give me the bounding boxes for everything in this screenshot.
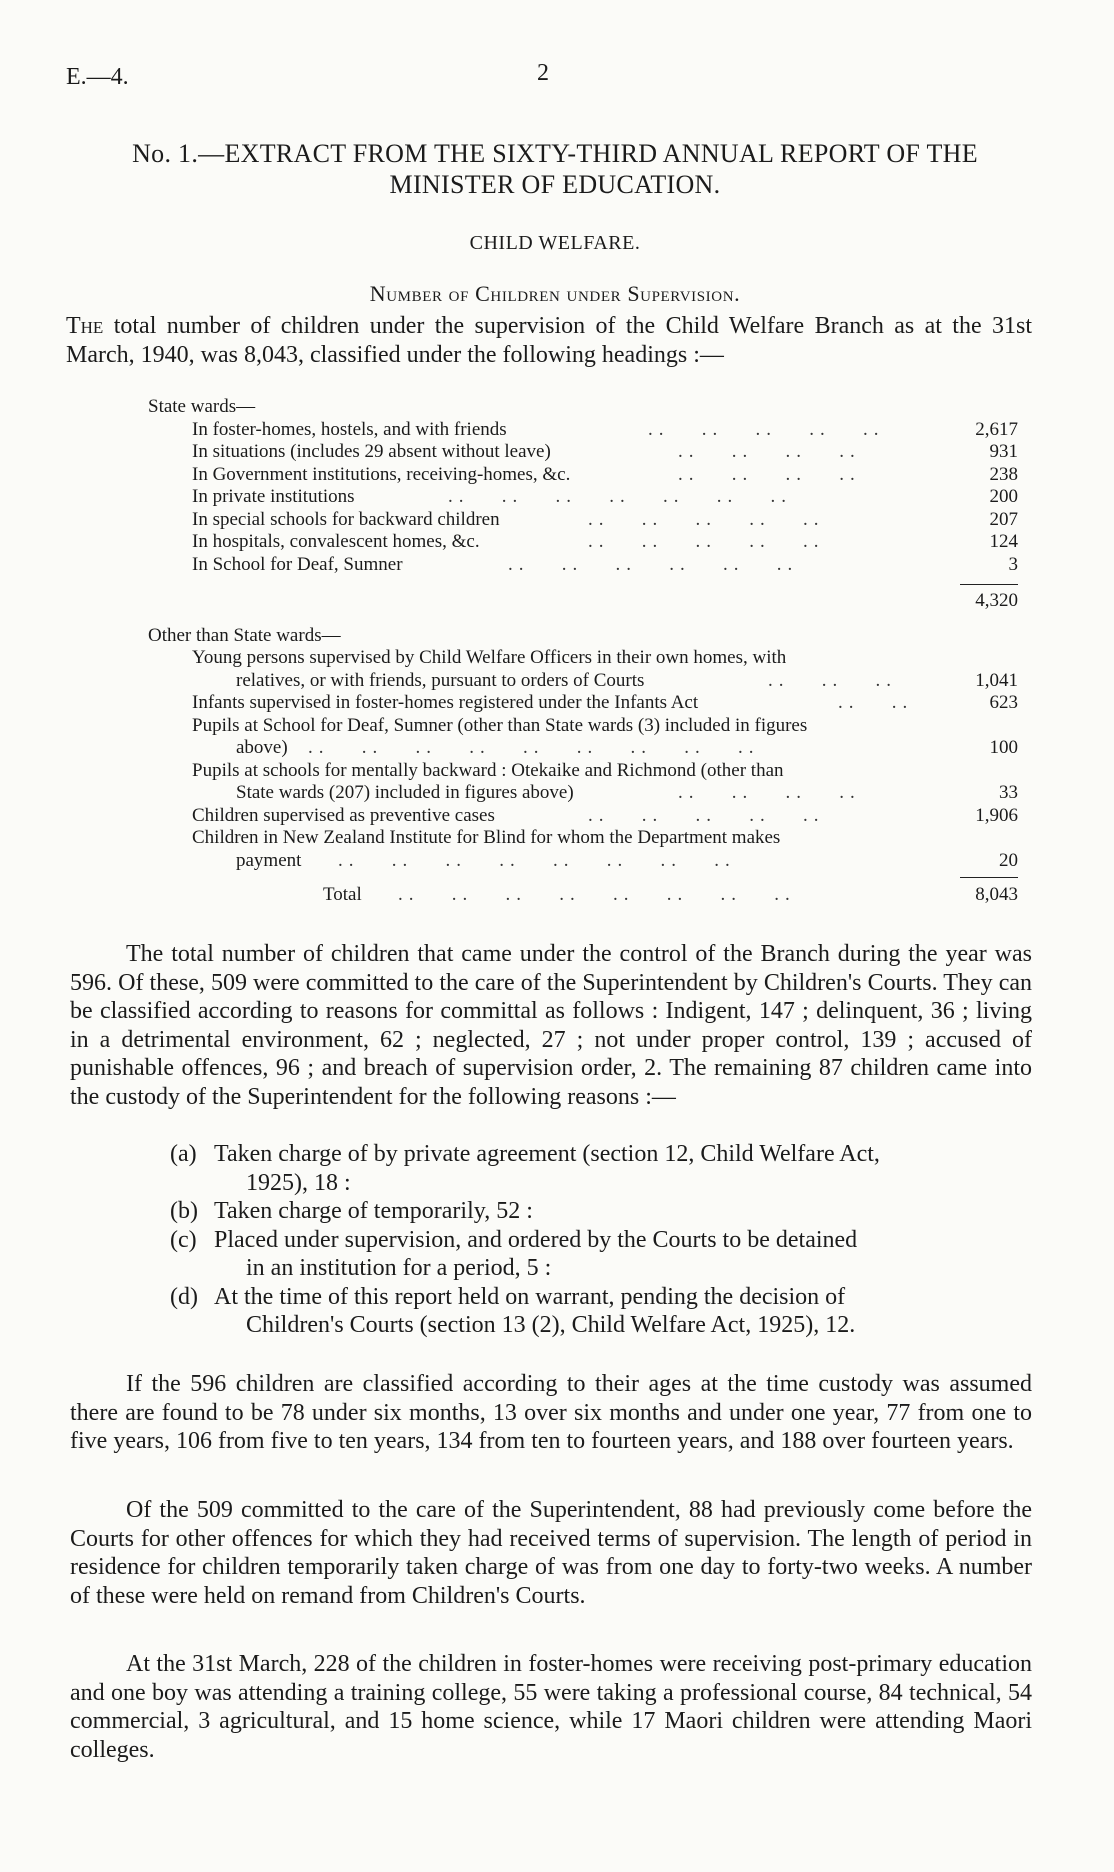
subtotal-row xyxy=(148,590,1028,613)
leader-dots: .. .. .. .. .. xyxy=(588,508,825,530)
row-label: Infants supervised in foster-homes registered under the Infants Act xyxy=(192,692,699,713)
leader-dots: .. .. .. .. .. xyxy=(588,531,825,552)
committal-paragraph: The total number of children that came under the control of the Branch during the year was 596. Of these, 509 were committed to the care of the Superintendent by Children's Courts. They can be classified according to reasons for committal as follows : Indigent, 147 ; delinquent, 36 ; living in a detrimental environment, 62 ; neglected, 27 ; not under proper control, 139 ; accused of punishable offences, 96 ; and breach of supervision order, 2. The remaining 87 children came into the custody of the Superintendent for the following reasons :— xyxy=(70,941,1032,1110)
state-wards-heading: State wards— xyxy=(148,396,256,417)
row-label-continued: relatives, or with friends, pursuant to orders of Courts xyxy=(236,669,645,691)
row-value: 2,617 xyxy=(975,418,1018,440)
spacer xyxy=(148,613,1028,625)
row-value: 238 xyxy=(989,463,1018,485)
leader-dots: .. .. .. .. .. .. .. .. xyxy=(338,849,736,871)
leader-dots: .. .. xyxy=(838,692,914,713)
row-label: Pupils at schools for mentally backward : Otekaike and Richmond (other than xyxy=(192,759,784,781)
item-text-continued: in an institution for a period, 5 : xyxy=(246,1255,552,1281)
intro-text: total number of children under the supervision of the Child Welfare Branch as at the 31st March, 1940, was 8,043, classified under the following headings :— xyxy=(66,313,1032,368)
table-row xyxy=(148,647,1028,670)
row-label-continued: payment xyxy=(236,849,302,871)
table-row xyxy=(148,760,1028,783)
row-label-continued: above) xyxy=(236,737,288,758)
sub-heading: Number of Children under Supervision. xyxy=(369,281,741,306)
state-wards-heading-row xyxy=(148,396,1028,419)
leader-dots: .. .. .. .. xyxy=(678,463,861,485)
other-heading-row xyxy=(148,625,1028,648)
table-row xyxy=(148,531,1028,554)
table-row xyxy=(148,715,1028,738)
row-value: 100 xyxy=(989,737,1018,758)
row-value: 124 xyxy=(989,531,1018,552)
item-label: (c) xyxy=(170,1226,197,1253)
row-label: Children supervised as preventive cases xyxy=(192,804,495,826)
item-text: At the time of this report held on warrant, pending the decision of xyxy=(214,1283,846,1310)
total-row xyxy=(148,882,1028,908)
row-value: 931 xyxy=(989,441,1018,462)
leader-dots: .. .. .. xyxy=(768,669,897,691)
education-paragraph: At the 31st March, 228 of the children in foster-homes were receiving post-primary education and one boy was attending a training college, 55 were taking a professional course, 84 technical, 54 commercial, 3 agricultural, and 15 home science, while 17 Maori children were attending Maori colleges. xyxy=(70,1651,1032,1763)
row-label-continued: State wards (207) included in figures above) xyxy=(236,782,574,803)
ages-paragraph: If the 596 children are classified according to their ages at the time custody was assumed there are found to be 78 under six months, 13 over six months and under one year, 77 from one to five years, 106 from five to ten years, 134 from ten to fourteen years, and 188 over fourteen years. xyxy=(70,1371,1032,1454)
previous-offences-paragraph: Of the 509 committed to the care of the Superintendent, 88 had previously come before the Courts for other offences for which they had received terms of supervision. The length of period in residence for children temporarily taken charge of was from one day to forty-two weeks. A number of these were held on remand from Children's Courts. xyxy=(70,1497,1032,1609)
subtotal-rule-row xyxy=(148,576,1028,590)
title-line-2: MINISTER OF EDUCATION. xyxy=(389,170,721,199)
leader-dots: .. .. .. .. .. xyxy=(648,418,885,440)
item-text: Taken charge of temporarily, 52 : xyxy=(214,1198,533,1224)
row-value: 3 xyxy=(1008,553,1018,575)
subtotal-rule xyxy=(960,584,1018,585)
row-value: 623 xyxy=(989,692,1018,713)
item-text: Placed under supervision, and ordered by the Courts to be detained xyxy=(214,1226,858,1253)
table-row xyxy=(148,486,1028,509)
table-row xyxy=(148,827,1028,850)
table-row xyxy=(148,464,1028,487)
item-text-continued: 1925), 18 : xyxy=(246,1169,351,1196)
row-label: In foster-homes, hostels, and with friends xyxy=(192,418,507,440)
row-value: 33 xyxy=(999,782,1018,803)
table-row xyxy=(148,441,1028,464)
supervision-table xyxy=(148,396,1028,908)
grand-total: 8,043 xyxy=(975,884,1018,905)
reasons-list xyxy=(170,1140,1032,1340)
list-item xyxy=(170,1283,1032,1340)
state-wards-total: 4,320 xyxy=(975,590,1018,611)
row-label: In Government institutions, receiving-homes, &c. xyxy=(192,463,571,485)
row-label: In School for Deaf, Sumner xyxy=(192,553,403,575)
section-heading: CHILD WELFARE. xyxy=(469,232,641,254)
report-reference: E.—4. xyxy=(66,64,129,90)
row-value: 20 xyxy=(999,849,1018,871)
leader-dots: .. .. .. .. .. xyxy=(588,804,825,826)
row-label: In situations (includes 29 absent without leave) xyxy=(192,441,551,462)
item-text: Taken charge of by private agreement (section 12, Child Welfare Act, xyxy=(214,1141,880,1167)
row-label: In private institutions xyxy=(192,486,355,507)
leader-dots: .. .. .. .. .. .. xyxy=(508,553,799,575)
row-value: 207 xyxy=(989,508,1018,530)
table-row xyxy=(148,692,1028,715)
item-label: (d) xyxy=(170,1283,198,1310)
title-line-1: No. 1.—EXTRACT FROM THE SIXTY-THIRD ANNUAL REPORT OF THE xyxy=(132,139,978,168)
table-row xyxy=(148,850,1028,873)
table-row xyxy=(148,782,1028,805)
item-label: (b) xyxy=(170,1198,198,1224)
table-row xyxy=(148,805,1028,828)
row-value: 1,041 xyxy=(975,669,1018,691)
table-row xyxy=(148,509,1028,532)
total-label: Total xyxy=(323,884,362,905)
table-row xyxy=(148,670,1028,693)
total-rule-row xyxy=(148,872,1028,882)
leader-dots: .. .. .. .. xyxy=(678,782,861,803)
page-title xyxy=(60,138,1050,200)
item-text-continued: Children's Courts (section 13 (2), Child Welfare Act, 1925), 12. xyxy=(246,1312,856,1338)
list-item xyxy=(170,1197,1032,1226)
table-row xyxy=(148,737,1028,760)
row-label: In special schools for backward children xyxy=(192,508,500,530)
leader-dots: .. .. .. .. xyxy=(678,441,861,462)
intro-lead: The xyxy=(66,313,104,339)
table-row xyxy=(148,554,1028,577)
intro-paragraph xyxy=(66,312,1032,370)
row-label: Young persons supervised by Child Welfare Officers in their own homes, with xyxy=(192,647,787,668)
list-item xyxy=(170,1226,1032,1283)
page-number: 2 xyxy=(537,60,549,86)
row-label: Children in New Zealand Institute for Blind for whom the Department makes xyxy=(192,827,781,848)
row-value: 200 xyxy=(989,486,1018,507)
row-label: In hospitals, convalescent homes, &c. xyxy=(192,531,480,552)
other-wards-heading: Other than State wards— xyxy=(148,624,341,646)
list-item xyxy=(170,1140,1032,1197)
leader-dots: .. .. .. .. .. .. .. .. xyxy=(398,884,796,905)
row-label: Pupils at School for Deaf, Sumner (other than State wards (3) included in figures xyxy=(192,714,808,736)
total-rule xyxy=(960,877,1018,878)
table-row xyxy=(148,419,1028,442)
leader-dots: .. .. .. .. .. .. .. xyxy=(448,486,792,507)
leader-dots: .. .. .. .. .. .. .. .. .. xyxy=(308,737,760,758)
row-value: 1,906 xyxy=(975,804,1018,826)
item-label: (a) xyxy=(170,1141,197,1167)
